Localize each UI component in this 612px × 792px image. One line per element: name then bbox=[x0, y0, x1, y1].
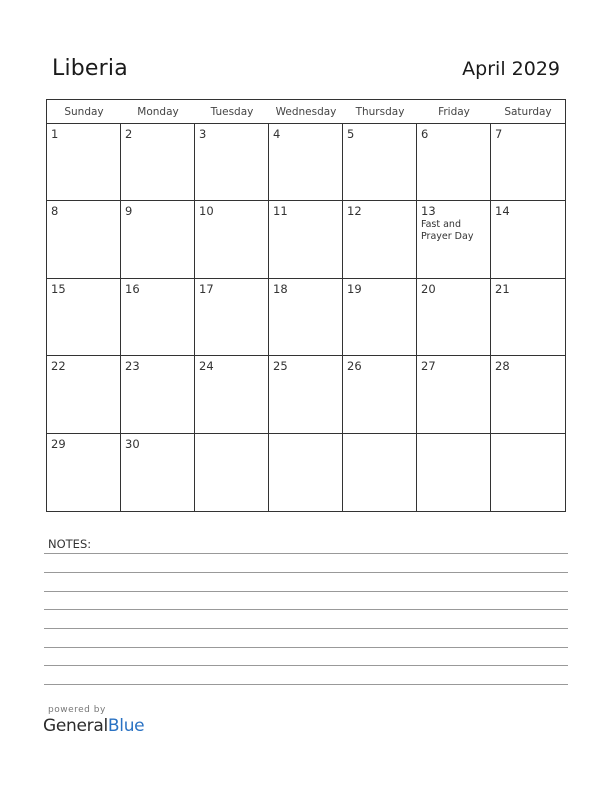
day-number: 26 bbox=[347, 359, 362, 374]
day-number: 19 bbox=[347, 281, 362, 296]
day-number: 6 bbox=[421, 127, 429, 141]
day-cell bbox=[343, 201, 417, 278]
day-cell bbox=[343, 434, 417, 511]
note-line bbox=[44, 553, 568, 554]
day-cell bbox=[47, 356, 121, 433]
day-number: 24 bbox=[199, 359, 214, 374]
weekday-header-monday: Monday bbox=[121, 100, 195, 124]
day-cell bbox=[121, 356, 195, 433]
day-cell bbox=[121, 201, 195, 278]
day-number: 7 bbox=[495, 127, 503, 141]
day-cell bbox=[491, 434, 565, 511]
note-line bbox=[44, 665, 568, 666]
day-number: 1 bbox=[51, 127, 59, 141]
day-cell bbox=[47, 434, 121, 511]
day-cell bbox=[121, 124, 195, 201]
day-cell bbox=[269, 201, 343, 278]
day-cell bbox=[417, 279, 491, 356]
day-number: 13 bbox=[421, 204, 436, 219]
day-number: 28 bbox=[495, 359, 510, 374]
note-line bbox=[44, 572, 568, 573]
logo-blue-text: Blue bbox=[107, 716, 145, 736]
holiday-label: Fast and Prayer Day bbox=[421, 219, 474, 243]
day-number: 30 bbox=[125, 436, 140, 451]
day-cell bbox=[491, 279, 565, 356]
weekday-header-wednesday: Wednesday bbox=[269, 100, 343, 124]
day-cell bbox=[491, 356, 565, 433]
day-number: 21 bbox=[495, 281, 510, 296]
logo-general-text: General bbox=[43, 716, 108, 736]
note-line bbox=[44, 591, 568, 592]
day-cell bbox=[417, 356, 491, 433]
day-cell bbox=[47, 201, 121, 278]
day-cell bbox=[269, 356, 343, 433]
day-number: 8 bbox=[51, 204, 59, 219]
day-cell bbox=[343, 124, 417, 201]
day-number: 18 bbox=[273, 281, 288, 296]
weekday-header-saturday: Saturday bbox=[491, 100, 565, 124]
generalblue-logo[interactable] bbox=[43, 716, 144, 736]
day-number: 25 bbox=[273, 359, 288, 374]
weekday-header-friday: Friday bbox=[417, 100, 491, 124]
day-number: 4 bbox=[273, 127, 281, 141]
day-number: 15 bbox=[51, 281, 66, 296]
day-number: 23 bbox=[125, 359, 140, 374]
notes-label: NOTES: bbox=[48, 537, 92, 551]
day-cell bbox=[269, 279, 343, 356]
day-cell bbox=[47, 124, 121, 201]
day-number: 2 bbox=[125, 127, 133, 141]
day-cell bbox=[47, 279, 121, 356]
day-number: 10 bbox=[199, 204, 214, 219]
day-number: 27 bbox=[421, 359, 436, 374]
month-calendar-grid bbox=[46, 99, 566, 512]
calendar-month-title: April 2029 bbox=[462, 58, 560, 80]
day-cell bbox=[417, 201, 491, 278]
day-cell bbox=[195, 356, 269, 433]
day-number: 11 bbox=[273, 204, 288, 219]
day-number: 14 bbox=[495, 204, 510, 219]
calendar-country-title: Liberia bbox=[52, 56, 128, 81]
note-line bbox=[44, 628, 568, 629]
weekday-header-tuesday: Tuesday bbox=[195, 100, 269, 124]
day-number: 3 bbox=[199, 127, 207, 141]
weekday-header-thursday: Thursday bbox=[343, 100, 417, 124]
day-number: 17 bbox=[199, 281, 214, 296]
day-cell bbox=[195, 279, 269, 356]
powered-by-text: powered by bbox=[48, 705, 106, 715]
day-cell bbox=[195, 201, 269, 278]
day-number: 29 bbox=[51, 436, 66, 451]
day-cell bbox=[343, 279, 417, 356]
day-number: 5 bbox=[347, 127, 355, 141]
day-cell bbox=[121, 279, 195, 356]
note-line bbox=[44, 684, 568, 685]
day-cell bbox=[343, 356, 417, 433]
day-number: 12 bbox=[347, 204, 362, 219]
day-number: 9 bbox=[125, 204, 133, 219]
day-cell bbox=[121, 434, 195, 511]
day-cell bbox=[195, 124, 269, 201]
day-cell bbox=[417, 434, 491, 511]
day-cell bbox=[417, 124, 491, 201]
day-cell bbox=[269, 434, 343, 511]
day-number: 20 bbox=[421, 281, 436, 296]
day-number: 16 bbox=[125, 281, 140, 296]
day-cell bbox=[491, 201, 565, 278]
weekday-header-sunday: Sunday bbox=[47, 100, 121, 124]
day-cell bbox=[491, 124, 565, 201]
day-number: 22 bbox=[51, 359, 66, 374]
day-cell bbox=[269, 124, 343, 201]
note-line bbox=[44, 609, 568, 610]
day-cell bbox=[195, 434, 269, 511]
note-line bbox=[44, 647, 568, 648]
